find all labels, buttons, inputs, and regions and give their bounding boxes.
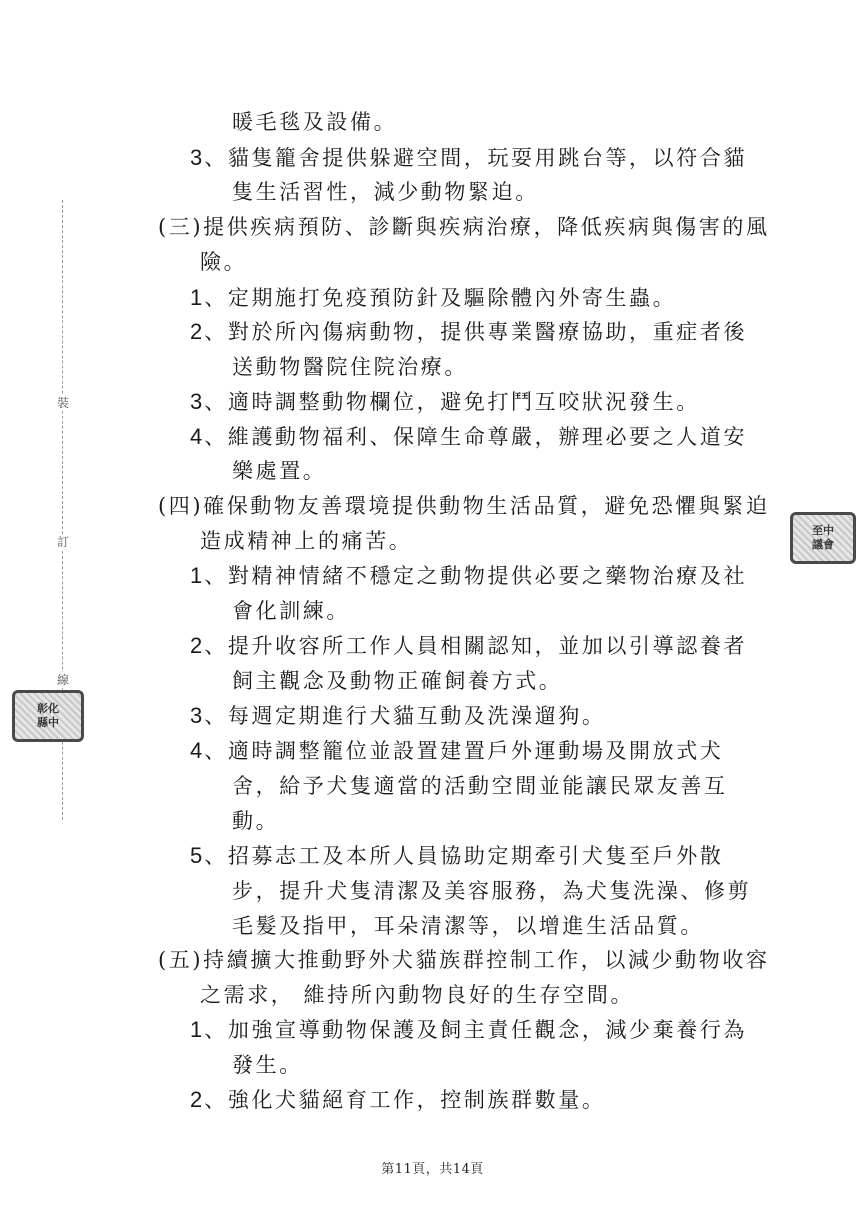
text-line: [232, 807, 279, 835]
text-line: [232, 912, 704, 940]
text-line: [232, 877, 751, 905]
seal-stamp-left-line2: 縣中: [37, 716, 59, 729]
binding-char-top: 裝: [54, 395, 72, 411]
text-line: [232, 353, 468, 381]
line-text: (四)確保動物友善環境提供動物生活品質，避免恐懼與緊迫: [158, 494, 770, 518]
list-number: 4: [190, 738, 203, 763]
text-line: [232, 1051, 303, 1079]
line-text: 飼主觀念及動物正確飼養方式。: [232, 669, 563, 693]
line-text: 動。: [232, 809, 280, 833]
list-item: [190, 842, 723, 870]
binding-char-mid: 訂: [54, 534, 72, 550]
text-line: [232, 667, 562, 695]
list-number: 5: [190, 843, 203, 868]
line-text: 發生。: [232, 1053, 303, 1077]
list-item: [190, 144, 747, 172]
list-number: 1: [190, 563, 203, 588]
line-text: 、維護動物福利、保障生命尊嚴，辦理必要之人道安: [204, 425, 748, 449]
list-item: [190, 1086, 605, 1114]
line-text: 會化訓練。: [232, 599, 350, 623]
list-number: 1: [190, 1017, 203, 1042]
line-text: 、適時調整動物欄位，避免打鬥互咬狀況發生。: [204, 390, 700, 414]
text-line: [232, 178, 539, 206]
list-number: 3: [190, 389, 203, 414]
line-text: 、招募志工及本所人員協助定期牽引犬隻至戶外散: [204, 844, 724, 868]
line-text: 、提升收容所工作人員相關認知，並加以引導認養者: [204, 634, 748, 658]
list-item: [190, 284, 676, 312]
line-text: 造成精神上的痛苦。: [200, 529, 413, 553]
seal-stamp-left-line1: 彰化: [37, 702, 59, 715]
line-text: (三)提供疾病預防、診斷與疾病治療，降低疾病與傷害的風: [158, 215, 770, 239]
list-item: [190, 318, 747, 346]
line-text: 、對於所內傷病動物，提供專業醫療協助，重症者後: [204, 320, 748, 344]
section-heading: [158, 492, 770, 520]
binding-char-bottom: 線: [54, 672, 72, 688]
text-line: [232, 457, 326, 485]
line-text: 隻生活習性，減少動物緊迫。: [232, 180, 539, 204]
line-text: 舍，給予犬隻適當的活動空間並能讓民眾友善互: [232, 774, 728, 798]
page-footer: 第11頁，共14頁: [381, 1162, 484, 1177]
line-text: (五)持續擴大推動野外犬貓族群控制工作，以減少動物收容: [158, 948, 770, 972]
seal-stamp-right-line2: 議會: [812, 538, 834, 551]
line-text: 、每週定期進行犬貓互動及洗澡遛狗。: [204, 704, 606, 728]
list-item: [190, 388, 700, 416]
text-line: [200, 527, 412, 555]
section-heading: [158, 946, 770, 974]
line-text: 、強化犬貓絕育工作，控制族群數量。: [204, 1088, 606, 1112]
line-text: 送動物醫院住院治療。: [232, 355, 468, 379]
line-text: 樂處置。: [232, 459, 327, 483]
list-number: 2: [190, 1087, 203, 1112]
seal-stamp-right-line1: 至中: [812, 524, 834, 537]
list-item: [190, 423, 747, 451]
seal-stamp-right: [790, 512, 856, 564]
line-text: 之需求， 維持所內動物良好的生存空間。: [200, 983, 635, 1007]
line-text: 暖毛毯及設備。: [232, 110, 398, 134]
text-line: [200, 248, 247, 276]
list-number: 3: [190, 703, 203, 728]
line-text: 、適時調整籠位並設置建置戶外運動場及開放式犬: [204, 739, 724, 763]
line-text: 、對精神情緒不穩定之動物提供必要之藥物治療及社: [204, 564, 748, 588]
line-text: 、貓隻籠舍提供躲避空間，玩耍用跳台等，以符合貓: [204, 146, 748, 170]
list-number: 1: [190, 285, 203, 310]
seal-stamp-left: [12, 690, 84, 742]
line-text: 、加強宣導動物保護及飼主責任觀念，減少棄養行為: [204, 1018, 748, 1042]
line-text: 步，提升犬隻清潔及美容服務，為犬隻洗澡、修剪: [232, 879, 752, 903]
list-item: [190, 562, 747, 590]
text-line: [200, 981, 634, 1009]
line-text: 毛髮及指甲，耳朵清潔等，以增進生活品質。: [232, 914, 704, 938]
list-item: [190, 1016, 747, 1044]
section-heading: [158, 213, 770, 241]
text-line: [232, 597, 350, 625]
list-number: 2: [190, 633, 203, 658]
line-text: 險。: [200, 250, 248, 274]
text-line: [232, 772, 728, 800]
line-text: 、定期施打免疫預防針及驅除體內外寄生蟲。: [204, 286, 677, 310]
text-line: [232, 108, 397, 136]
list-number: 4: [190, 424, 203, 449]
list-item: [190, 702, 605, 730]
list-item: [190, 632, 747, 660]
list-number: 2: [190, 319, 203, 344]
list-item: [190, 737, 723, 765]
list-number: 3: [190, 145, 203, 170]
